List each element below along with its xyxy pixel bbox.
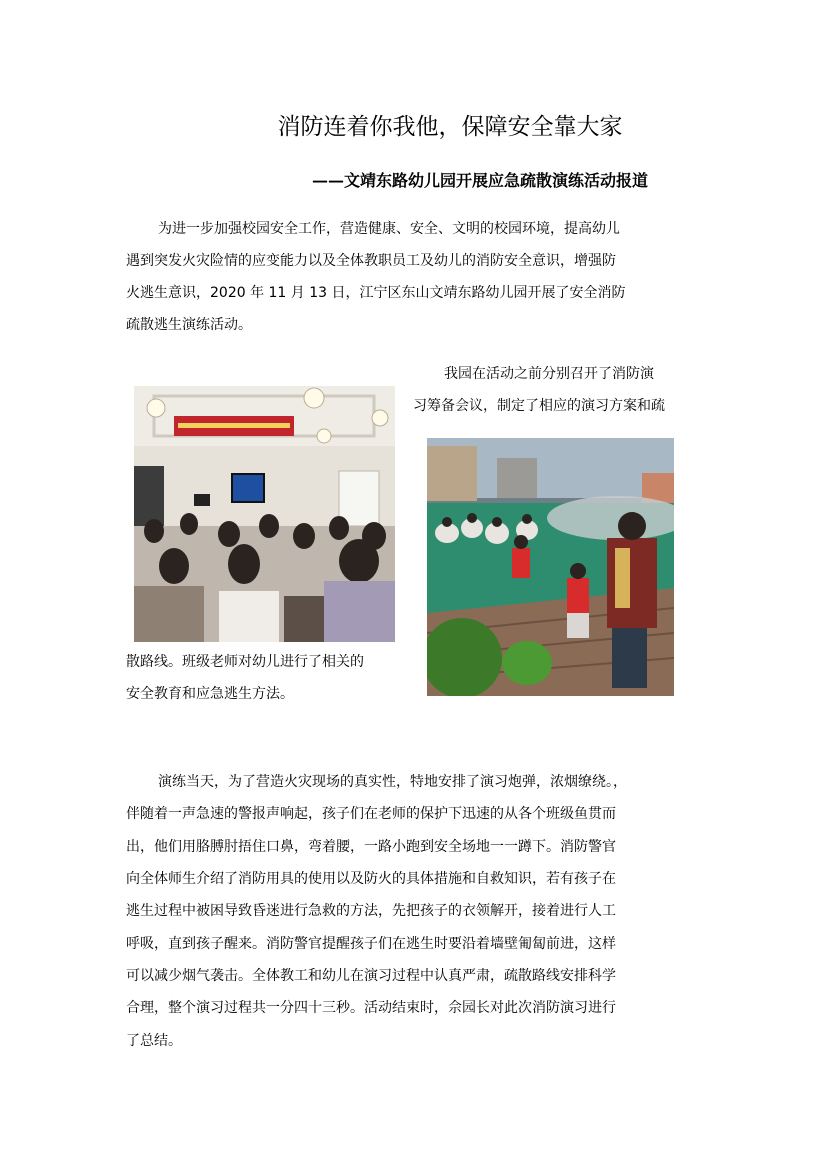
drill-line: 演练当天，为了营造火灾现场的真实性，特地安排了演习炮弹，浓烟缭绕。， (158, 774, 627, 790)
page-title: 消防连着你我他，保障安全靠大家 (277, 114, 623, 140)
intro-line: 疏散逃生演练活动。 (126, 317, 252, 333)
page-subtitle: ——文靖东路幼儿园开展应急疏散演练活动报道 (311, 171, 648, 190)
drill-line: 出，他们用胳膊肘捂住口鼻，弯着腰，一路小跑到安全场地一一蹲下。消防警官 (126, 839, 616, 855)
drill-line: 伴随着一声急速的警报声响起，孩子们在老师的保护下迅速的从各个班级鱼贯而 (126, 806, 616, 822)
drill-line: 可以减少烟气袭击。全体教工和幼儿在演习过程中认真严肃，疏散路线安排科学 (126, 968, 616, 984)
preparation-line: 安全教育和应急逃生方法。 (126, 686, 294, 702)
intro-line: 遇到突发火灾险情的应变能力以及全体教职员工及幼儿的消防安全意识，增强防 (126, 253, 616, 269)
evacuation-drill-photo (427, 438, 674, 696)
intro-line: 火逃生意识，2020 年 11 月 13 日，江宁区东山文靖东路幼儿园开展了安全消防 (126, 285, 626, 301)
preparation-line: 习筹备会议，制定了相应的演习方案和疏 (413, 398, 665, 414)
preparation-line: 我园在活动之前分别召开了消防演 (444, 366, 654, 382)
preparation-line: 散路线。班级老师对幼儿进行了相关的 (126, 654, 364, 670)
drill-line: 逃生过程中被困导致昏迷进行急救的方法，先把孩子的衣领解开，接着进行人工 (126, 903, 616, 919)
intro-line: 为进一步加强校园安全工作，营造健康、安全、文明的校园环境，提高幼儿 (158, 221, 620, 237)
drill-line: 合理，整个演习过程共一分四十三秒。活动结束时，佘园长对此次消防演习进行 (126, 1000, 616, 1016)
drill-line: 向全体师生介绍了消防用具的使用以及防火的具体措施和自救知识，若有孩子在 (126, 871, 616, 887)
meeting-photo (134, 386, 395, 642)
drill-line: 呼吸，直到孩子醒来。消防警官提醒孩子们在逃生时要沿着墙壁匍匐前进，这样 (126, 936, 616, 952)
drill-line: 了总结。 (126, 1033, 182, 1049)
